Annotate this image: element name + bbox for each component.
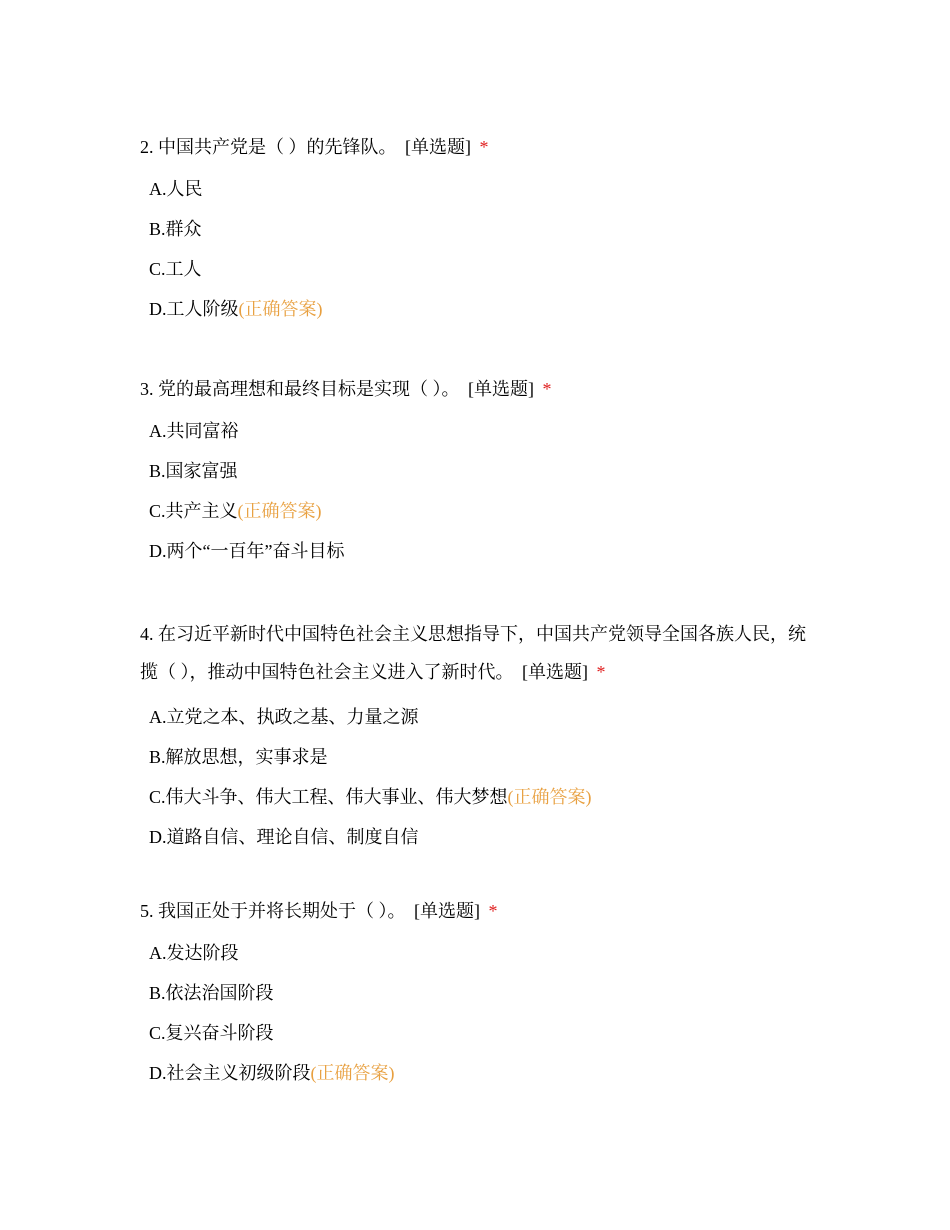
question-text: 在习近平新时代中国特色社会主义思想指导下，中国共产党领导全国各族人民，统揽（ ），推动中国特色社会主义进入了新时代。 (140, 624, 806, 682)
option-label: D. (149, 827, 167, 847)
option-list (140, 697, 820, 857)
option-d (149, 1053, 820, 1093)
question-3 (140, 373, 820, 571)
required-mark: * (488, 901, 498, 921)
correct-answer-note: (正确答案) (507, 787, 592, 807)
question-4 (140, 615, 820, 857)
option-d (149, 817, 820, 857)
option-a (149, 697, 820, 737)
question-type: [单选题] (414, 901, 480, 921)
option-label: B. (149, 219, 166, 239)
option-text: 立党之本、执政之基、力量之源 (166, 707, 419, 727)
question-title (140, 131, 820, 163)
option-label: B. (149, 983, 166, 1003)
question-2 (140, 131, 820, 329)
required-mark: * (479, 137, 489, 157)
option-label: A. (149, 943, 167, 963)
correct-answer-note: (正确答案) (310, 1063, 395, 1083)
option-text: 国家富强 (165, 461, 238, 481)
option-text: 两个“一百年”奋斗目标 (166, 541, 345, 561)
option-text: 工人 (165, 259, 202, 279)
required-mark: * (542, 379, 552, 399)
question-text: 中国共产党是（ ）的先锋队。 (158, 137, 397, 157)
option-text: 依法治国阶段 (165, 983, 274, 1003)
question-text: 党的最高理想和最终目标是实现（ ）。 (158, 379, 460, 399)
option-label: A. (149, 707, 167, 727)
option-c (149, 491, 820, 531)
correct-answer-note: (正确答案) (237, 501, 322, 521)
option-label: B. (149, 747, 166, 767)
option-text: 社会主义初级阶段 (166, 1063, 311, 1083)
question-text: 我国正处于并将长期处于（ ）。 (158, 901, 406, 921)
question-title (140, 373, 820, 405)
option-label: C. (149, 1023, 166, 1043)
option-text: 人民 (166, 179, 203, 199)
question-type: [单选题] (405, 137, 471, 157)
option-d (149, 531, 820, 571)
option-text: 工人阶级 (166, 299, 239, 319)
required-mark: * (596, 662, 606, 682)
option-text: 共同富裕 (166, 421, 239, 441)
option-label: D. (149, 1063, 167, 1083)
option-label: C. (149, 259, 166, 279)
question-number: 3. (140, 379, 154, 399)
question-type: [单选题] (522, 662, 588, 682)
option-a (149, 933, 820, 973)
question-title (140, 615, 820, 691)
option-text: 解放思想，实事求是 (165, 747, 328, 767)
option-a (149, 411, 820, 451)
option-label: A. (149, 179, 167, 199)
option-b (149, 451, 820, 491)
question-number: 4. (140, 624, 154, 644)
option-list (140, 411, 820, 571)
option-c (149, 777, 820, 817)
option-c (149, 249, 820, 289)
option-label: C. (149, 501, 166, 521)
question-type: [单选题] (468, 379, 534, 399)
option-label: B. (149, 461, 166, 481)
option-a (149, 169, 820, 209)
question-title (140, 895, 820, 927)
option-label: D. (149, 541, 167, 561)
option-label: A. (149, 421, 167, 441)
correct-answer-note: (正确答案) (238, 299, 323, 319)
option-b (149, 973, 820, 1013)
option-label: C. (149, 787, 166, 807)
option-list (140, 933, 820, 1093)
option-b (149, 209, 820, 249)
question-5 (140, 895, 820, 1093)
option-text: 群众 (165, 219, 202, 239)
option-label: D. (149, 299, 167, 319)
option-text: 道路自信、理论自信、制度自信 (166, 827, 419, 847)
option-c (149, 1013, 820, 1053)
option-list (140, 169, 820, 329)
option-text: 发达阶段 (166, 943, 239, 963)
option-text: 共产主义 (165, 501, 238, 521)
option-b (149, 737, 820, 777)
option-text: 复兴奋斗阶段 (165, 1023, 274, 1043)
option-text: 伟大斗争、伟大工程、伟大事业、伟大梦想 (165, 787, 508, 807)
option-d (149, 289, 820, 329)
question-number: 5. (140, 901, 154, 921)
question-number: 2. (140, 137, 154, 157)
